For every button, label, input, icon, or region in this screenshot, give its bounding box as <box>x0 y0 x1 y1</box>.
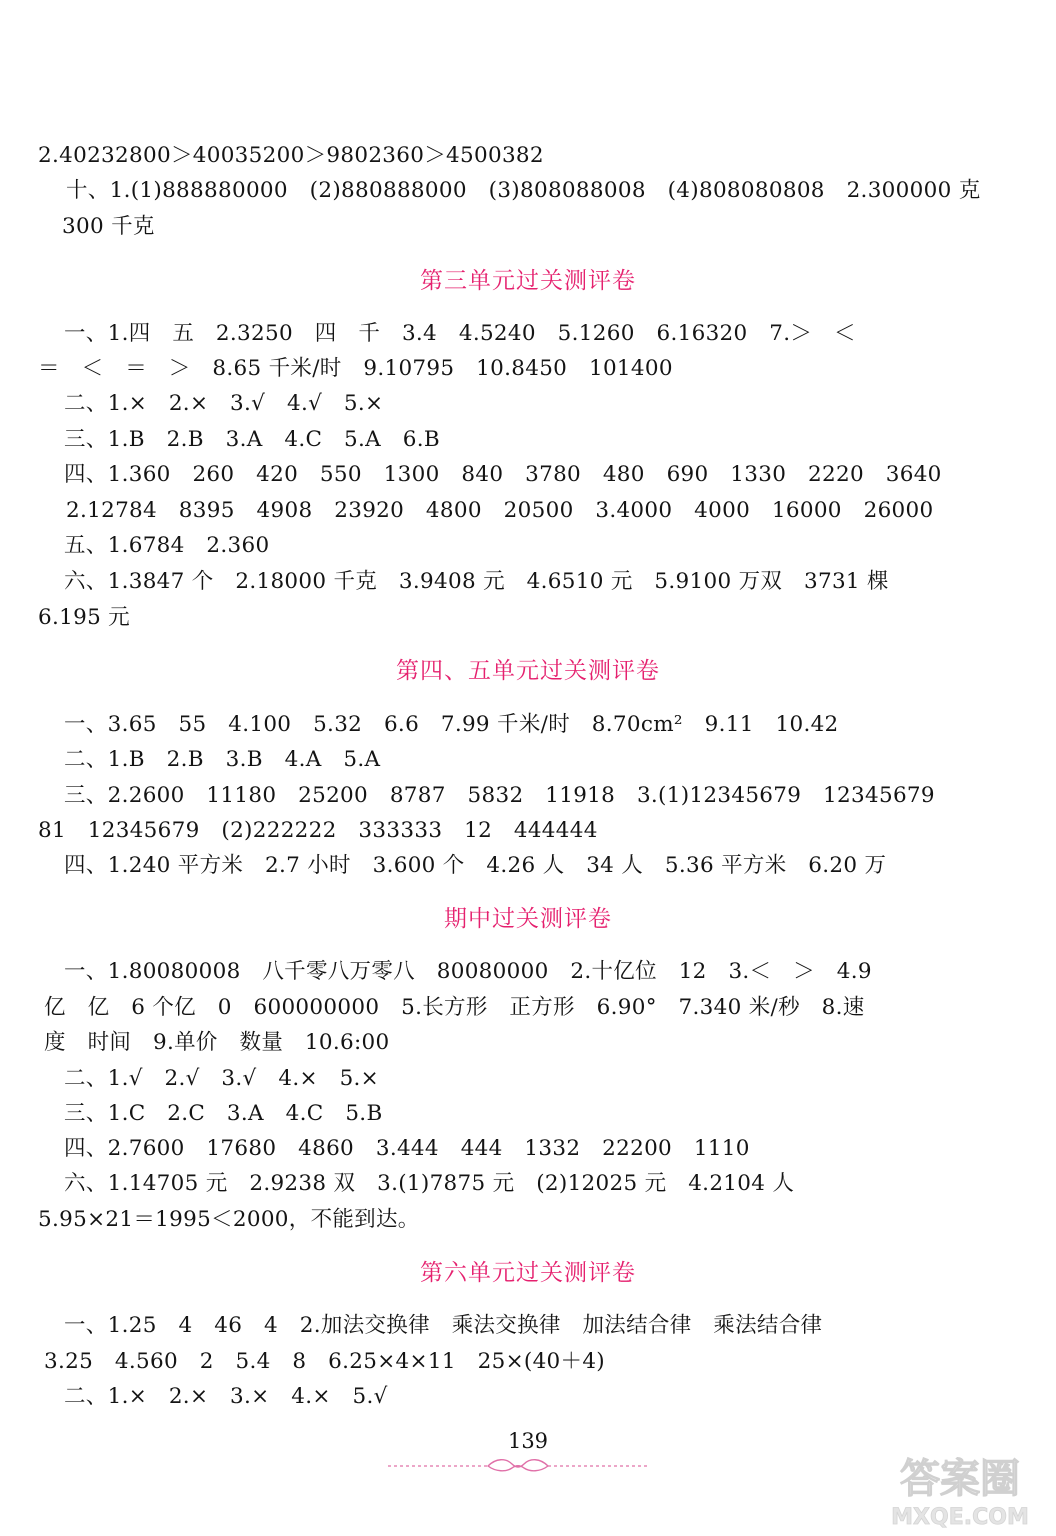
answer-line: 6.195 元 <box>38 605 130 630</box>
answer-line: ＝ ＜ ＝ ＞ 8.65 千米/时 9.10795 10.8450 101400 <box>38 356 673 381</box>
answer-line: 二、1.× 2.× 3.× 4.× 5.√ <box>64 1384 388 1409</box>
answer-line: 四、2.7600 17680 4860 3.444 444 1332 22200 1110 <box>64 1136 750 1161</box>
section-heading: 第三单元过关测评卷 <box>420 268 636 294</box>
answer-line: 3.25 4.560 2 5.4 8 6.25×4×11 25×(40＋4) <box>44 1349 605 1374</box>
answer-line: 5.95×21＝1995＜2000，不能到达。 <box>38 1207 420 1232</box>
answer-line: 六、1.14705 元 2.9238 双 3.(1)7875 元 (2)12025 元 4.2104 人 <box>64 1171 795 1196</box>
answer-line: 一、3.65 55 4.100 5.32 6.6 7.99 千米/时 8.70cm² 9.11 10.42 <box>64 712 839 737</box>
section-heading: 第四、五单元过关测评卷 <box>396 658 660 684</box>
answer-line: 四、1.240 平方米 2.7 小时 3.600 个 4.26 人 34 人 5.36 平方米 6.20 万 <box>64 853 887 878</box>
answer-line: 亿 亿 6 个亿 0 600000000 5.长方形 正方形 6.90° 7.340 米/秒 8.速 <box>44 995 865 1020</box>
answer-line: 四、1.360 260 420 550 1300 840 3780 480 690 1330 2220 3640 <box>64 462 942 487</box>
answer-line: 五、1.6784 2.360 <box>64 533 270 558</box>
section-heading: 第六单元过关测评卷 <box>420 1260 636 1286</box>
page-number-ornament <box>388 1444 648 1474</box>
answer-line: 三、2.2600 11180 25200 8787 5832 11918 3.(1)12345679 12345679 <box>64 783 935 808</box>
answer-line: 一、1.四 五 2.3250 四 千 3.4 4.5240 5.1260 6.16320 7.＞ ＜ <box>64 321 856 346</box>
answer-line: 度 时间 9.单价 数量 10.6:00 <box>44 1030 390 1055</box>
watermark-url: MXQE.COM <box>891 1505 1029 1530</box>
answer-line: 六、1.3847 个 2.18000 千克 3.9408 元 4.6510 元 5.9100 万双 3731 棵 <box>64 569 889 594</box>
watermark-text: 答案圈 <box>900 1456 1020 1502</box>
answer-line: 2.40232800＞40035200＞9802360＞4500382 <box>38 143 544 168</box>
answer-line: 二、1.√ 2.√ 3.√ 4.× 5.× <box>64 1066 379 1091</box>
answer-line: 一、1.25 4 46 4 2.加法交换律 乘法交换律 加法结合律 乘法结合律 <box>64 1313 823 1338</box>
page-number: 139 <box>507 1429 549 1453</box>
answer-line: 三、1.B 2.B 3.A 4.C 5.A 6.B <box>64 427 440 452</box>
answer-line: 二、1.B 2.B 3.B 4.A 5.A <box>64 747 381 772</box>
answer-line: 二、1.× 2.× 3.√ 4.√ 5.× <box>64 391 384 416</box>
answer-line: 一、1.80080008 八千零八万零八 80080000 2.十亿位 12 3.＜ ＞ 4.9 <box>64 959 872 984</box>
answer-line: 2.12784 8395 4908 23920 4800 20500 3.4000 4000 16000 26000 <box>66 498 934 523</box>
answer-line: 81 12345679 (2)222222 333333 12 444444 <box>38 818 598 843</box>
answer-line: 三、1.C 2.C 3.A 4.C 5.B <box>64 1101 383 1126</box>
watermark-logo <box>870 1446 1050 1532</box>
answer-line: 十、1.(1)888880000 (2)880888000 (3)808088008 (4)808080808 2.300000 克 <box>66 178 981 203</box>
section-heading: 期中过关测评卷 <box>444 906 612 932</box>
answer-line: 300 千克 <box>62 214 155 239</box>
